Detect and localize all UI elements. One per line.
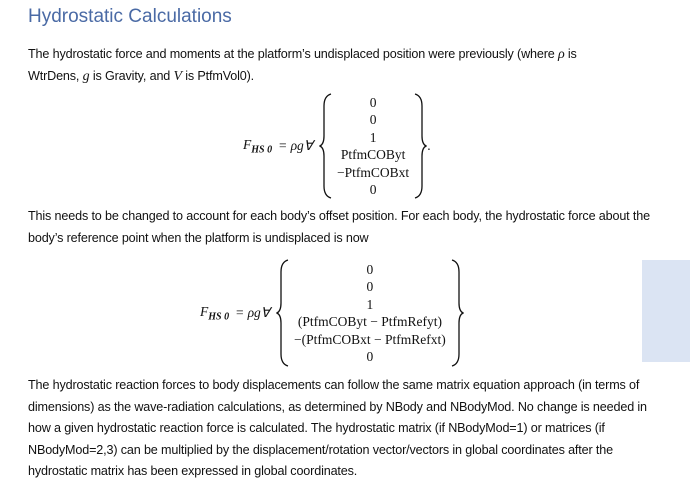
paragraph-2: This needs to be changed to account for each body’s offset position. For each body, the hydrostatic force about the body’s reference point when the platform is undisplaced is now [28, 209, 650, 245]
paragraph-1: The hydrostatic force and moments at the platform’s undisplaced position were previously (where ρ is WtrDens, g is Gravity, and V is PtfmVol0). [28, 47, 577, 84]
section-heading: Hydrostatic Calculations [28, 6, 232, 27]
side-highlight-block [642, 260, 690, 362]
left-brace-icon [276, 258, 290, 368]
paragraph-3: The hydrostatic reaction forces to body displacements can follow the same matrix equation approach (in terms of dimensions) as the wave-radiation calculations, as determined by NBody and NBodyMod. No change is needed in how a given hydrostatic reaction force is calculated. The hydrostatic matrix (if NBodyMod=1) or matrices (if NBodyMod=2,3) can be multiplied by the displacement/rotation vector/vectors in global coordinates after the hydrostatic matrix has been expressed in global coordinates. [28, 378, 647, 478]
right-brace-icon [450, 258, 464, 368]
equation-1: $F_{HS 0}$ = ρg∀ 0 0 1 PtfmCOByt −PtfmCOBxt 0 . [243, 92, 431, 200]
left-brace-icon [319, 92, 333, 200]
right-brace-icon [413, 92, 427, 200]
equation-2: $F_{HS 0}$ = ρg∀ 0 0 1 (PtfmCOByt − PtfmRefyt) −(PtfmCOBxt − PtfmRefxt) 0 [200, 258, 464, 368]
